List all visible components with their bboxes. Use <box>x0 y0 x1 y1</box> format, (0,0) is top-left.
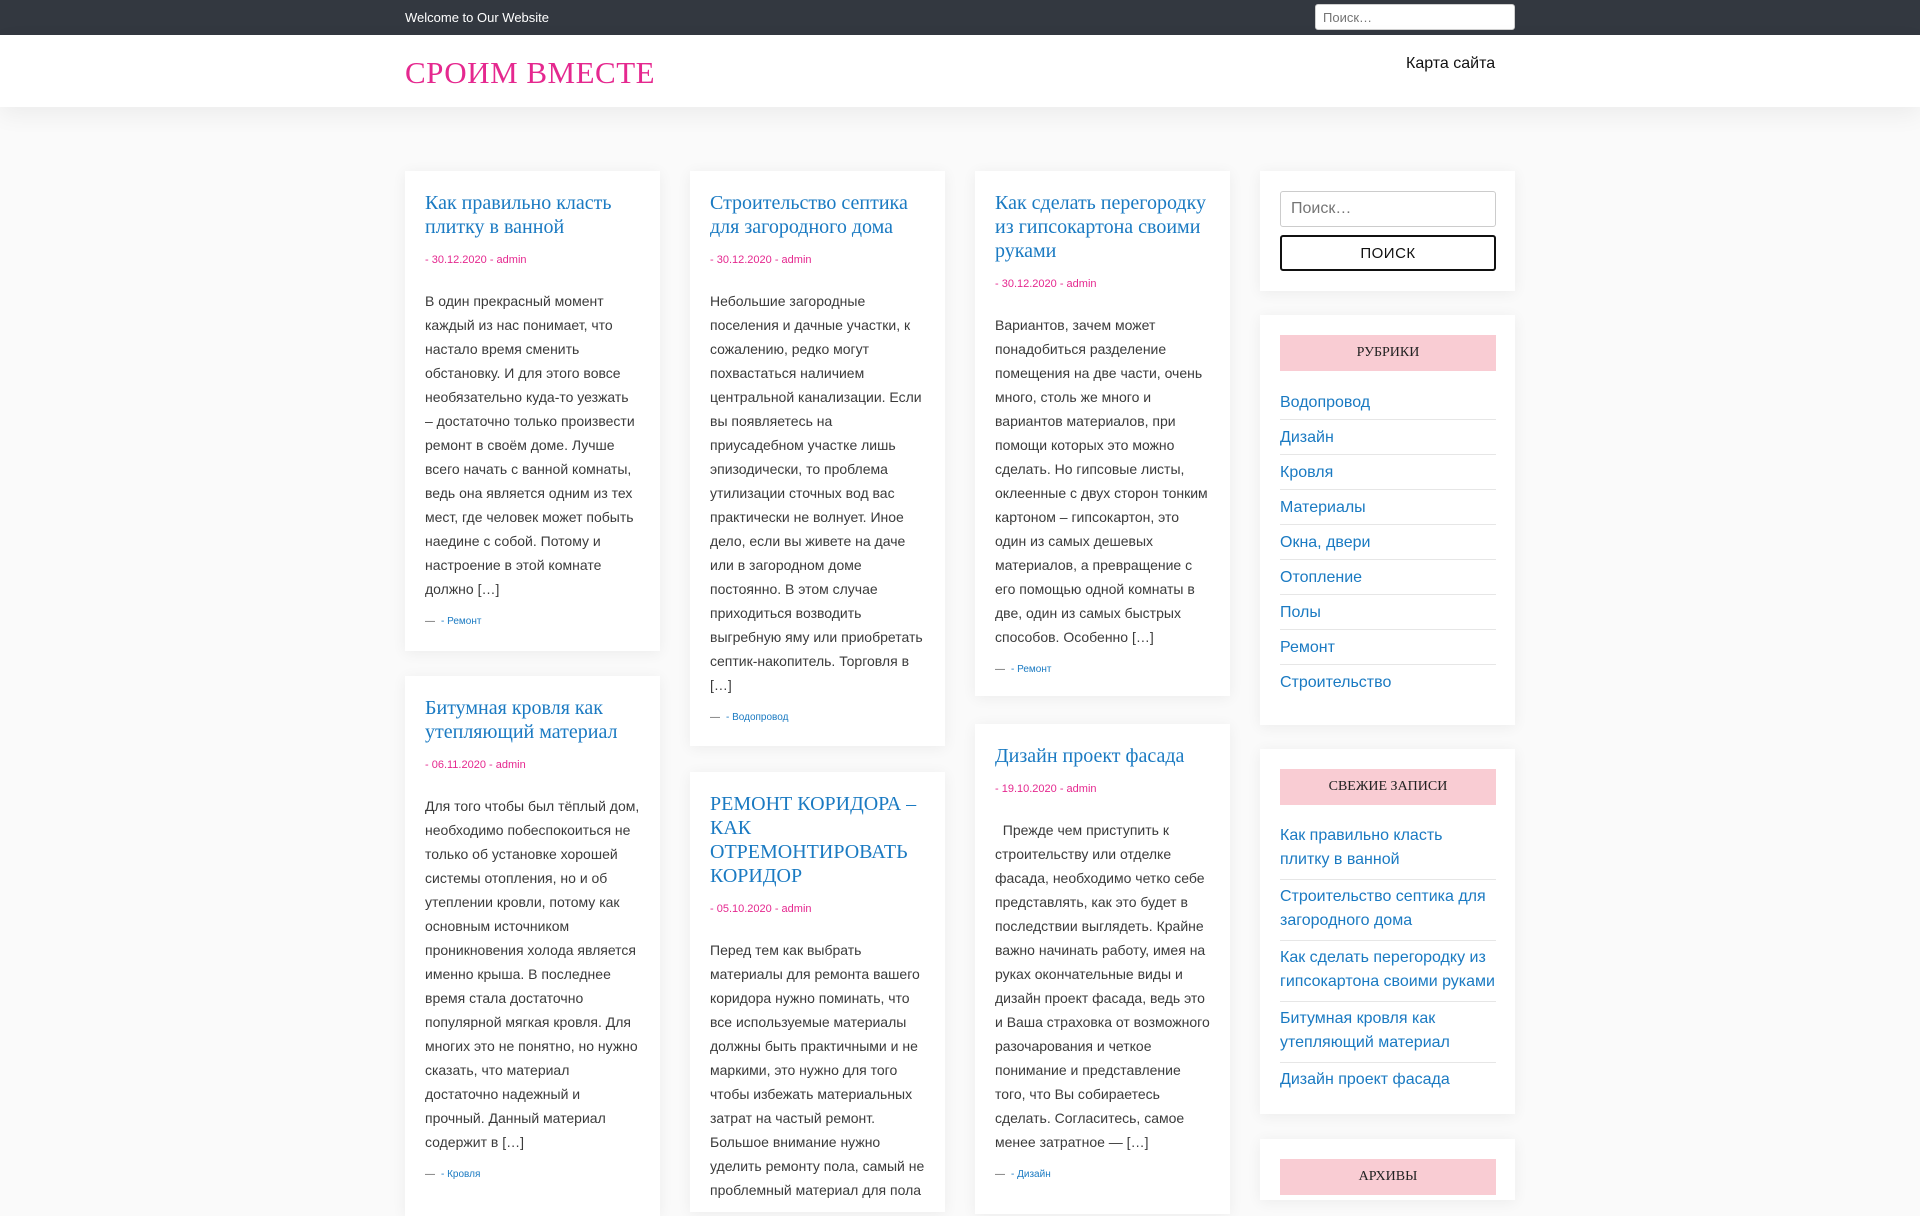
post-title-link[interactable]: Строительство септика для загородного дома <box>710 192 908 238</box>
recent-post-link[interactable]: Как правильно класть плитку в ванной <box>1280 819 1496 880</box>
post-category-link[interactable]: - Ремонт <box>1011 664 1052 675</box>
post-excerpt: Вариантов, зачем может понадобиться разделение помещения на две части, очень много, столь же много и вариантов материалов, при помощи которых это можно сделать. Но гипсовые листы, оклеенные с двух сторон тонким картоном – гипсокартон, это один из самых дешевых материалов, а превращение с его помощью одной комнаты в две, один из самых быстрых способов. Особенно […] <box>995 317 1208 645</box>
post-card <box>405 676 660 1216</box>
top-bar <box>0 0 1920 35</box>
post-title-link[interactable]: Дизайн проект фасада <box>995 745 1185 767</box>
topbar-search-input[interactable] <box>1315 4 1515 30</box>
site-title[interactable]: СРОИМ ВМЕСТЕ <box>405 55 656 90</box>
site-header <box>0 35 1920 107</box>
welcome-text: Welcome to Our Website <box>405 10 550 25</box>
recent-post-link[interactable]: Как сделать перегородку из гипсокартона своими руками <box>1280 941 1496 1002</box>
sidebar-search-input[interactable] <box>1280 191 1496 227</box>
post-footer <box>710 711 925 725</box>
dash-icon: — <box>425 616 435 627</box>
category-item[interactable]: Дизайн <box>1280 420 1496 455</box>
post-excerpt: В один прекрасный момент каждый из нас понимает, что настало время сменить обстановку. И для этого вовсе необязательно куда-то уезжать – достаточно только произвести ремонт в своём доме. Лучше всего начать с ванной комнаты, ведь она является одним из тех мест, где человек может побыть наедине с собой. Потому и настроение в этой комнате должно […] <box>425 293 635 597</box>
search-widget <box>1260 171 1515 291</box>
search-button[interactable]: ПОИСК <box>1280 235 1496 271</box>
dash-icon: — <box>425 1169 435 1180</box>
recent-posts-list <box>1280 819 1496 1099</box>
post-card <box>975 171 1230 696</box>
post-category-link[interactable]: - Кровля <box>441 1169 481 1180</box>
post-footer <box>425 615 640 629</box>
post-card <box>690 171 945 746</box>
sitemap-link[interactable]: Карта сайта <box>1406 55 1496 72</box>
post-category-link[interactable]: - Водопровод <box>726 712 789 723</box>
dash-icon: — <box>995 664 1005 675</box>
post-footer <box>995 663 1210 677</box>
post-excerpt: Перед тем как выбрать материалы для ремонта вашего коридора нужно поминать, что все используемые материалы должны быть практичными и не маркими, это нужно для того чтобы избежать материальных затрат на частый ремонт. Большое внимание нужно уделить ремонту пола, самый не проблемный материал для пола <box>710 942 925 1198</box>
post-card <box>975 724 1230 1214</box>
post-meta: - 30.12.2020 - admin <box>710 254 812 266</box>
post-footer <box>995 1168 1210 1182</box>
category-item[interactable]: Отопление <box>1280 560 1496 595</box>
categories-widget <box>1260 315 1515 725</box>
category-item[interactable]: Ремонт <box>1280 630 1496 665</box>
dash-icon: — <box>995 1169 1005 1180</box>
post-excerpt: Прежде чем приступить к строительству или отделке фасада, необходимо четко себе представлять, как это будет в последствии выглядеть. Крайне важно начинать работу, имея на руках окончательные виды и дизайн проект фасада, ведь это и Ваша страховка от возможного разочарования и четкое понимание и представление того, что Вы собираетесь сделать. Согласитесь, самое менее затратное — […] <box>995 822 1214 1150</box>
post-category-link[interactable]: - Ремонт <box>441 616 482 627</box>
post-excerpt: Для того чтобы был тёплый дом, необходимо побеспокоиться не только об установке хорошей системы отопления, но и об утеплении кровли, потому как основным источником проникновения холода является именно крыша. В последнее время стала достаточно популярной мягкая кровля. Для многих это не понятно, но нужно сказать, что материал достаточно надежный и прочный. Данный материал содержит в […] <box>425 798 640 1150</box>
post-title-link[interactable]: Как сделать перегородку из гипсокартона своими руками <box>995 192 1206 262</box>
category-item[interactable]: Окна, двери <box>1280 525 1496 560</box>
post-category-link[interactable]: - Дизайн <box>1011 1169 1051 1180</box>
post-title-link[interactable]: Битумная кровля как утепляющий материал <box>425 697 618 743</box>
post-meta: - 19.10.2020 - admin <box>995 783 1097 795</box>
post-title-link[interactable]: Как правильно класть плитку в ванной <box>425 192 612 238</box>
post-meta: - 06.11.2020 - admin <box>425 759 526 771</box>
post-title-link[interactable]: РЕМОНТ КОРИДОРА – КАК ОТРЕМОНТИРОВАТЬ КОРИДОР <box>710 793 917 887</box>
post-card <box>690 772 945 1212</box>
recent-post-link[interactable]: Дизайн проект фасада <box>1280 1071 1450 1088</box>
post-card <box>405 171 660 651</box>
post-meta: - 05.10.2020 - admin <box>710 903 812 915</box>
post-meta: - 30.12.2020 - admin <box>425 254 527 266</box>
recent-post-link[interactable]: Битумная кровля как утепляющий материал <box>1280 1002 1496 1063</box>
category-item[interactable]: Водопровод <box>1280 385 1496 420</box>
post-excerpt: Небольшие загородные поселения и дачные участки, к сожалению, редко могут похвастаться наличием центральной канализации. Если вы появляетесь на приусадебном участке лишь эпизодически, то проблема утилизации сточных вод вас практически не волнует. Иное дело, если вы живете на даче или в загородном доме постоянно. В этом случае приходиться возводить выгребную яму или приобретать септик-накопитель. Торговля в […] <box>710 293 923 693</box>
recent-post-link[interactable]: Строительство септика для загородного дома <box>1280 880 1496 941</box>
categories-heading: РУБРИКИ <box>1280 335 1496 371</box>
archives-widget <box>1260 1139 1515 1200</box>
dash-icon: — <box>710 712 720 723</box>
post-footer <box>425 1168 640 1182</box>
categories-list <box>1280 385 1496 700</box>
category-item[interactable]: Материалы <box>1280 490 1496 525</box>
post-meta: - 30.12.2020 - admin <box>995 278 1097 290</box>
archives-heading: АРХИВЫ <box>1280 1159 1496 1195</box>
recent-posts-widget <box>1260 749 1515 1114</box>
category-item[interactable]: Полы <box>1280 595 1496 630</box>
category-item[interactable]: Строительство <box>1280 674 1392 691</box>
recent-posts-heading: СВЕЖИЕ ЗАПИСИ <box>1280 769 1496 805</box>
category-item[interactable]: Кровля <box>1280 455 1496 490</box>
